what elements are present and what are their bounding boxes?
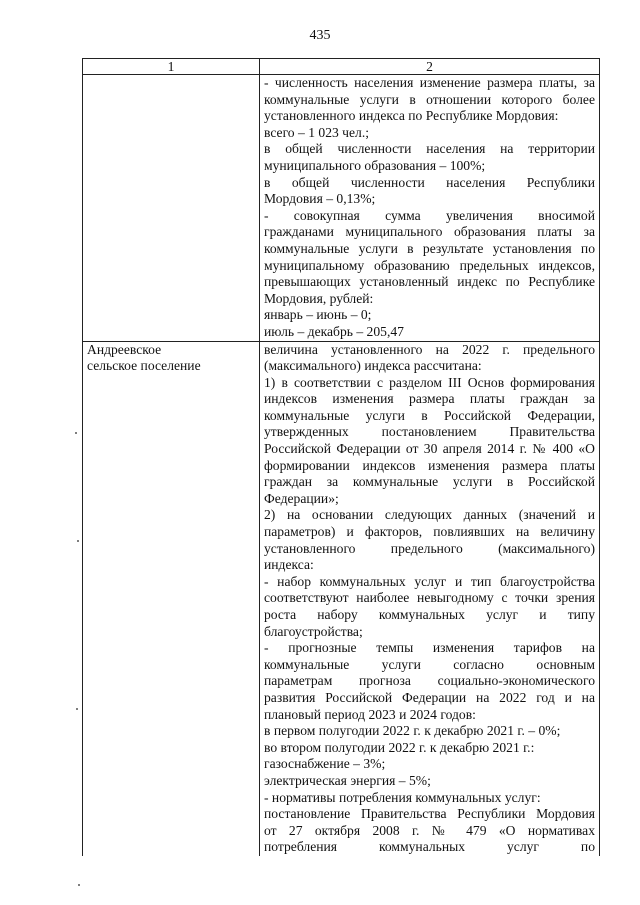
- text-line: роста набору коммунальных услуг и типу: [264, 607, 595, 622]
- municipality-cell: [83, 341, 260, 856]
- text-line: граждан за коммунальные услуги в Российской: [264, 474, 595, 490]
- text-line: - нормативы потребления коммунальных услуг:: [264, 789, 541, 805]
- text-line: установленного индекса по Республике Мордовия:: [264, 108, 559, 124]
- page-number: 435: [309, 28, 331, 43]
- column-header-1: 1: [83, 59, 260, 75]
- municipality-cell: [83, 75, 260, 342]
- text-line: - численность населения изменение размера платы, за: [264, 75, 595, 90]
- column-header-2: 2: [260, 59, 600, 75]
- table-row: [83, 75, 600, 342]
- text-line: установленного предельного (максимального): [264, 540, 595, 556]
- municipality-name-line: сельское поселение: [87, 358, 201, 374]
- text-line: параметрам прогноза социально-экономического: [264, 673, 595, 689]
- document-table: [82, 58, 600, 856]
- text-line: Мордовия – 0,13%;: [264, 191, 376, 207]
- description-cell: [260, 341, 600, 856]
- text-line: индекса:: [264, 557, 314, 573]
- scan-speck: [77, 540, 79, 542]
- scan-speck: [75, 432, 77, 434]
- text-line: превышающих установленный индекс по Республике: [264, 274, 595, 290]
- text-line: параметров) и факторов, повлиявших на величину: [264, 524, 595, 540]
- text-line: - набор коммунальных услуг и тип благоустройства: [264, 573, 595, 589]
- text-line: в общей численности населения на территории: [264, 141, 595, 157]
- text-line: утвержденных постановлением Правительства: [264, 424, 595, 440]
- text-line: гражданами муниципального образования платы за: [264, 224, 595, 240]
- text-line: плановый период 2023 и 2024 годов:: [264, 706, 476, 722]
- text-line: в общей численности населения Республики: [264, 174, 595, 190]
- text-line: - прогнозные темпы изменения тарифов на: [264, 640, 595, 656]
- text-line: постановление Правительства Республики Мордовия: [264, 806, 595, 822]
- text-line: коммунальные услуги согласно основным: [264, 656, 595, 672]
- text-line: газоснабжение – 3%;: [264, 756, 386, 772]
- text-line: всего – 1 023 чел.;: [264, 124, 370, 140]
- text-line: потребления коммунальных услуг по: [264, 839, 595, 855]
- scan-speck: [76, 708, 78, 710]
- text-line: коммунальные услуги в отношении которого более: [264, 91, 595, 107]
- table-row: [83, 341, 600, 856]
- text-line: величина установленного на 2022 г. предельного: [264, 341, 595, 357]
- text-line: июль – декабрь – 205,47: [264, 323, 404, 339]
- text-line: формировании индексов изменения размера платы: [264, 457, 595, 473]
- text-line: Федерации»;: [264, 490, 339, 506]
- text-line: коммунальные услуги в Российской Федерации,: [264, 407, 595, 423]
- text-line: 2) на основании следующих данных (значений и: [264, 507, 595, 523]
- text-line: муниципального образования – 100%;: [264, 157, 486, 173]
- text-line: январь – июнь – 0;: [264, 307, 372, 323]
- text-line: электрическая энергия – 5%;: [264, 772, 431, 788]
- text-line: Мордовия, рублей:: [264, 290, 374, 306]
- text-line: коммунальные услуги в результате установления по: [264, 240, 595, 256]
- description-cell: [260, 75, 600, 342]
- text-line: муниципальному образованию предельных индексов,: [264, 257, 595, 273]
- text-line: развития Российской Федерации на 2022 год и на: [264, 689, 595, 705]
- text-line: Российской Федерации от 30 апреля 2014 г. № 400 «О: [264, 441, 595, 457]
- text-line: благоустройства;: [264, 623, 363, 639]
- scan-speck: [78, 884, 80, 886]
- text-line: во втором полугодии 2022 г. к декабрю 2021 г.:: [264, 739, 535, 755]
- municipality-name-line: Андреевское: [87, 341, 162, 357]
- text-line: - совокупная сумма увеличения вносимой: [264, 207, 595, 223]
- text-line: от 27 октября 2008 г. № 479 «О нормативах: [264, 822, 595, 838]
- text-line: индексов изменения размера платы граждан за: [264, 391, 595, 407]
- text-line: соответствуют наиболее невыгодному с точки зрения: [264, 590, 595, 606]
- text-line: (максимального) индекса рассчитана:: [264, 358, 482, 374]
- text-line: в первом полугодии 2022 г. к декабрю 2021 г. – 0%;: [264, 723, 561, 739]
- table-header-row: [83, 59, 600, 75]
- text-line: 1) в соответствии с разделом III Основ формирования: [264, 374, 595, 390]
